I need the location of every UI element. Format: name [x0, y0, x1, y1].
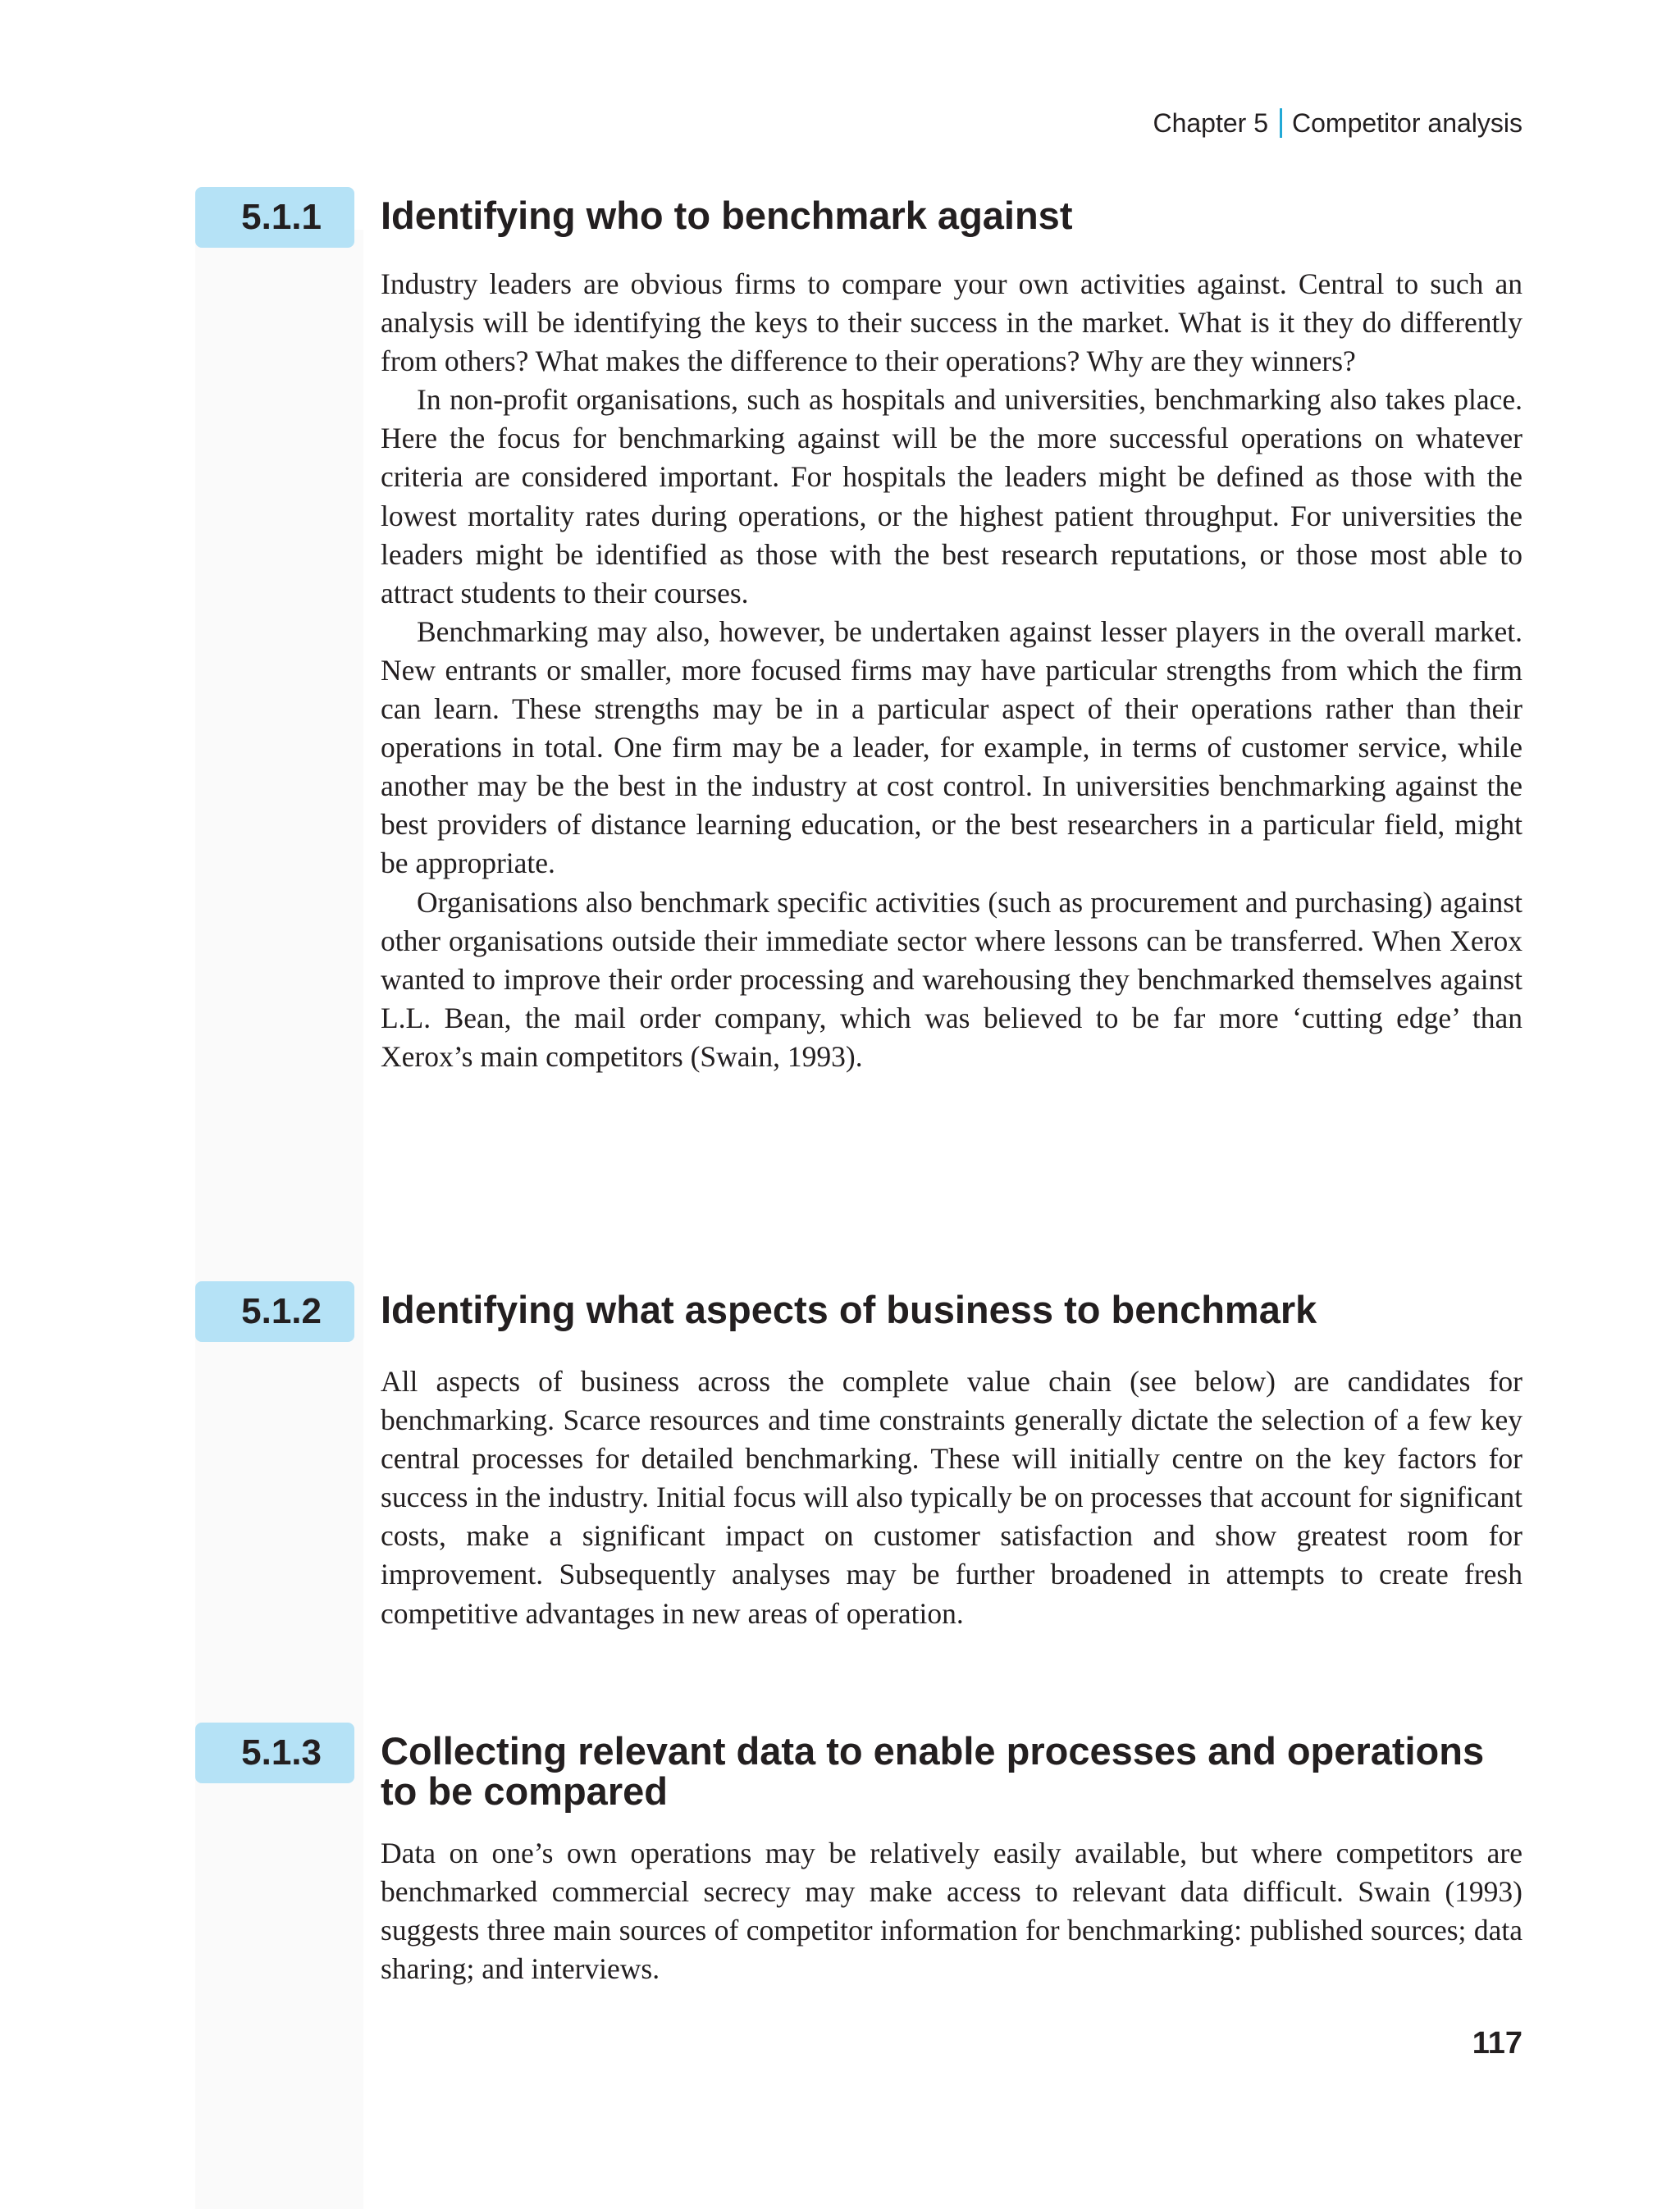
section-number-badge: 5.1.2	[195, 1281, 354, 1342]
paragraph: Benchmarking may also, however, be undertaken against lesser players in the overall market. New entrants or smaller, more focused firms may have particular strengths from which the firm can learn. These strengths may be in a particular aspect of their operations rather than their operations in total. One firm may be a leader, for example, in terms of customer service, while another may be the best in the industry at cost control. In universities benchmarking against the best providers of distance learning education, or the best researchers in a particular field, might be appropriate.	[381, 614, 1522, 880]
section-heading: Identifying what aspects of business to benchmark	[381, 1288, 1317, 1331]
running-head-chapter: Chapter 5	[1153, 108, 1268, 138]
paragraph: Organisations also benchmark specific activities (such as procurement and purchasing) against other organisations outside their immediate sector where lessons can be transferred. When Xerox wanted to improve their order processing and warehousing they benchmarked themselves against L.L. Bean, the mail order company, which was believed to be far more ‘cutting edge’ than Xerox’s main competitors (Swain, 1993).	[381, 885, 1522, 1073]
section-number-badge: 5.1.3	[195, 1723, 354, 1783]
margin-band	[195, 230, 363, 2209]
running-head-title: Competitor analysis	[1292, 108, 1522, 138]
running-head	[1153, 108, 1522, 139]
page-number: 117	[1472, 2026, 1522, 2061]
section-body	[381, 1362, 1522, 1633]
paragraph: Data on one’s own operations may be relatively easily available, but where competitors are benchmarked commercial secrecy may make access to relevant data difficult. Swain (1993) suggests three main sources of competitor information for benchmarking: published sources; data sharing; and interviews.	[381, 1837, 1522, 1986]
paragraph: In non-profit organisations, such as hospitals and universities, benchmarking also takes place. Here the focus for benchmarking against will be the more successful operations on whatever criteria are considered important. For hospitals the leaders might be defined as those with the lowest mortality rates during operations, or the highest patient throughput. For universities the leaders might be identified as those with the best research reputations, or those most able to attract students to their courses.	[381, 383, 1522, 609]
paragraph: All aspects of business across the complete value chain (see below) are candidates for benchmarking. Scarce resources and time constraints generally dictate the selection of a few key central processes for detailed benchmarking. These will initially centre on the key factors for success in the industry. Initial focus will also typically be on processes that account for significant costs, make a significant impact on customer satisfaction and show greatest room for improvement. Subsequently analyses may be further broadened in attempts to create fresh competitive advantages in new areas of operation.	[381, 1365, 1522, 1630]
section-heading: Collecting relevant data to enable processes and operations to be compared	[381, 1729, 1485, 1813]
section-body	[381, 265, 1522, 1076]
section-number-badge: 5.1.1	[195, 187, 354, 248]
section-body	[381, 1834, 1522, 1988]
paragraph: Industry leaders are obvious firms to compare your own activities against. Central to such an analysis will be identifying the keys to their success in the market. What is it they do differently from others? What makes the difference to their operations? Why are they winners?	[381, 267, 1522, 378]
section-heading: Identifying who to benchmark against	[381, 194, 1073, 237]
running-head-divider	[1280, 108, 1282, 138]
